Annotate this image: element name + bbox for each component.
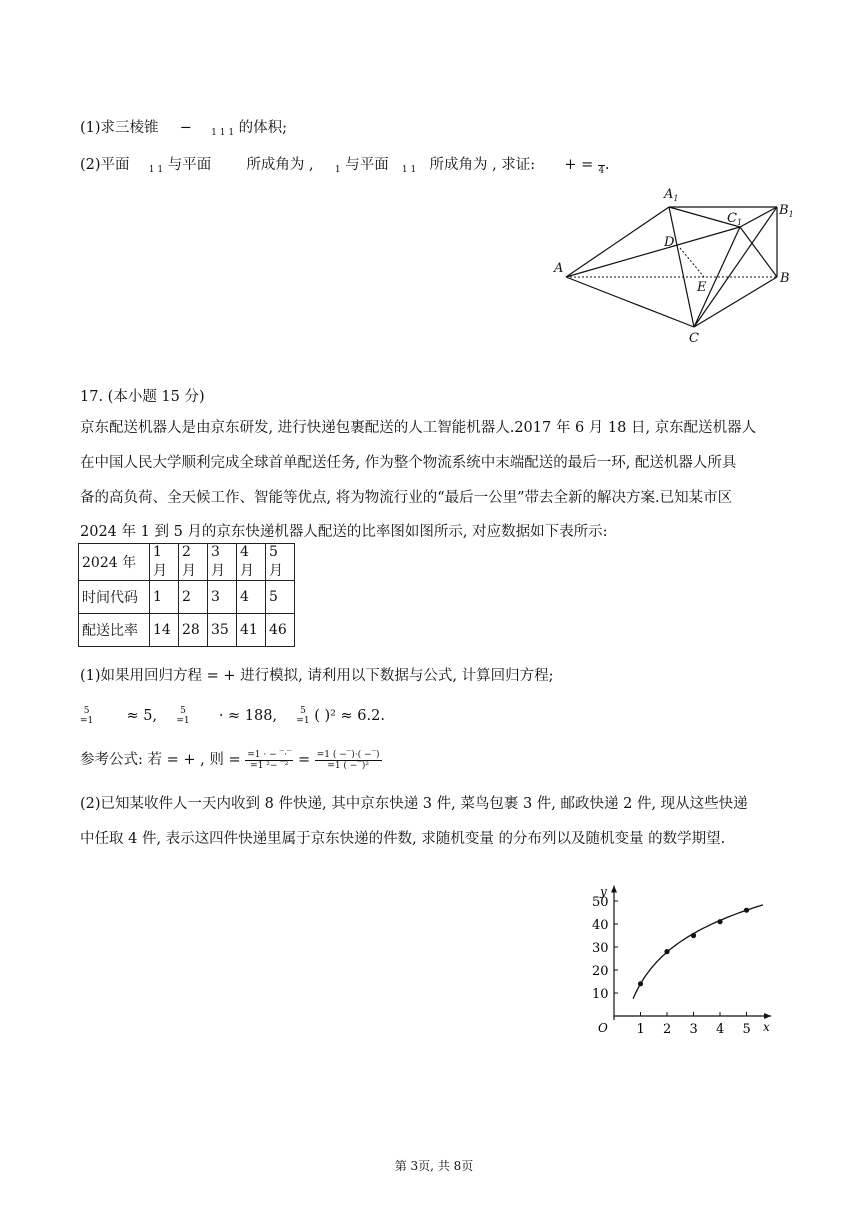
x-axis-arrow <box>764 1013 771 1019</box>
q17-part2-line-2: 中任取 4 件, 表示这四件快递里属于京东快递的件数, 求随机变量 的分布列以及随机变量 的数学期望. <box>80 831 726 847</box>
data-table <box>78 543 295 647</box>
q16-part2-sub3: 1 1 <box>401 165 417 175</box>
x-tick-label: 2 <box>663 1022 672 1033</box>
x-tick-label: 1 <box>636 1022 645 1033</box>
sum-symbol-1: 5 =1 <box>80 706 94 726</box>
q16-part2-a: (2)平面 <box>80 157 130 173</box>
q16-part1 <box>80 116 287 138</box>
x-axis-label: x <box>763 1020 770 1033</box>
sum-value-3: ( )² ≈ 6.2. <box>314 708 385 724</box>
table-row: 时间代码 1 2 3 4 5 <box>79 581 295 614</box>
y-axis-arrow <box>611 886 617 893</box>
x-tick-label: 3 <box>689 1022 698 1033</box>
q16-part1-minus: − <box>179 120 192 136</box>
label-E: E <box>697 280 707 295</box>
q17-para-line-4: 2024 年 1 到 5 月的京东快递机器人配送的比率图如图所示, 对应数据如下表所示: <box>80 524 608 540</box>
formula-fraction-1: $\frac{=1 \cdot - ‾\cdot‾}{\text{=1 ²− ‾²}}$ <box>247 749 292 771</box>
label-B1: $B_1$ <box>779 203 794 219</box>
q17-part1: (1)如果用回归方程 = + 进行模拟, 请利用以下数据与公式, 计算回归方程; <box>80 668 554 684</box>
q16-part2: (2)平面 $_{1 1}$ 与平面 所成角为 , $_1$ 与平面 $_{1 1}$ 所成角为 , 求证: + = 4 . <box>80 153 609 176</box>
label-D: D <box>664 235 675 250</box>
y-tick-label: 50 <box>592 895 609 910</box>
table-row: 2024 年 1 月 2 月 3 月 4 月 5 月 <box>79 544 295 581</box>
label-A: A <box>554 261 564 276</box>
label-C: C <box>689 331 699 346</box>
formula-prefix: 参考公式: 若 = + , 则 = <box>80 752 241 768</box>
q16-part1-suffix: 的体积; <box>238 120 288 136</box>
y-tick-label: 40 <box>592 918 609 933</box>
q16-part2-op: + = <box>564 157 594 173</box>
q17-formula <box>80 748 382 771</box>
q16-part2-e: 所成角为 , 求证: <box>429 157 536 173</box>
q16-part2-sub2: 1 <box>334 165 341 175</box>
scatter-chart <box>586 848 796 1033</box>
trend-curve <box>633 905 763 999</box>
formula-equals: = <box>297 752 311 768</box>
sum-symbol-3: 5 =1 <box>296 706 310 726</box>
q17-para-line-3: 备的高负荷、全天候工作、智能等优点, 将为物流行业的“最后一公里”带去全新的解决方案.已知某市区 <box>80 490 733 506</box>
data-point <box>691 933 696 938</box>
y-axis-label: y <box>600 884 607 899</box>
y-tick-label: 20 <box>592 964 609 979</box>
data-point <box>744 908 749 913</box>
sum-symbol-2: 5 =1 <box>176 706 190 726</box>
sum-value-1: ≈ 5, <box>126 708 158 724</box>
q17-para-line-2: 在中国人民大学顺利完成全球首单配送任务, 作为整个物流系统中末端配送的最后一环, 配送机器人所具 <box>80 455 737 471</box>
y-tick-label: 10 <box>592 987 609 1002</box>
q16-part2-sub1: 1 1 <box>148 165 164 175</box>
q16-part1-prefix: (1)求三棱锥 <box>80 120 159 136</box>
q16-part2-c: 所成角为 , <box>246 157 314 173</box>
q16-part1-subscripts: 1 1 1 <box>211 128 235 138</box>
label-A1: $A_1$ <box>664 187 679 203</box>
q17-part2-line-1: (2)已知某收件人一天内收到 8 件快递, 其中京东快递 3 件, 菜鸟包裹 3 件, 邮政快递 2 件, 现从这些快递 <box>80 796 748 812</box>
formula-fraction-2: $\frac{=1 ( -‾)\cdot( -‾)}{\text{=1 ( −‾)²}}$ <box>316 749 380 771</box>
q16-part2-d: 与平面 <box>345 157 389 173</box>
q16-part2-b: 与平面 <box>167 157 212 173</box>
table-row: 配送比率 14 28 35 41 46 <box>79 614 295 647</box>
q17-heading: 17. (本小题 15 分) <box>80 389 205 405</box>
origin-label: O <box>598 1021 608 1033</box>
x-tick-label: 4 <box>716 1022 725 1033</box>
data-point <box>664 949 669 954</box>
q17-sums <box>80 706 385 726</box>
label-B: B <box>780 271 790 286</box>
q16-part2-fraction: 4 <box>598 155 605 176</box>
y-tick-label: 30 <box>592 941 609 956</box>
prism-figure <box>552 180 802 350</box>
sum-value-2: · ≈ 188, <box>218 708 278 724</box>
x-tick-label: 5 <box>742 1022 751 1033</box>
label-C1: $C_1$ <box>727 211 743 227</box>
data-point <box>717 919 722 924</box>
q17-para-line-1: 京东配送机器人是由京东研发, 进行快递包裹配送的人工智能机器人.2017 年 6 月 18 日, 京东配送机器人 <box>80 420 757 436</box>
data-point <box>638 981 643 986</box>
page-footer: 第 3页, 共 8页 <box>394 1159 474 1173</box>
